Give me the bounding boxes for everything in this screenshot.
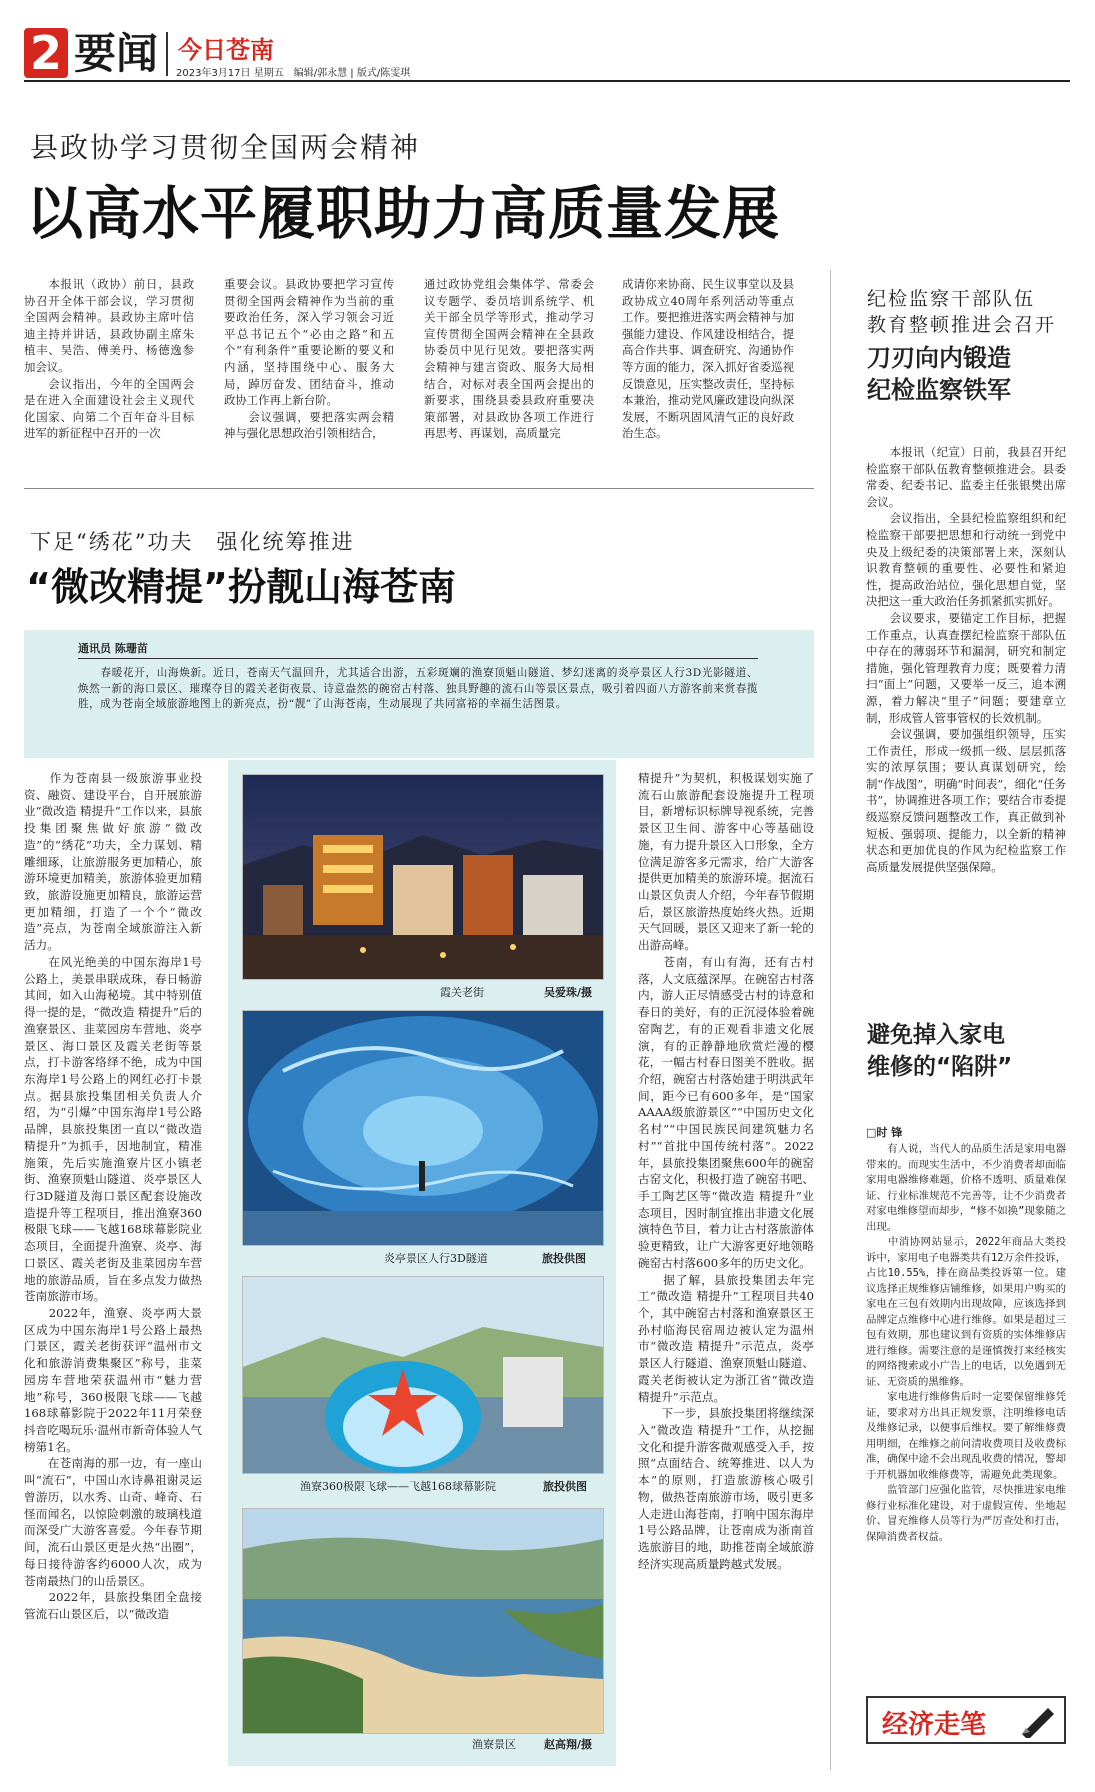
photo1-credit: 吴爱珠/摄 xyxy=(544,986,593,999)
article1-col3: 通过政协党组会集体学、常委会议专题学、委员培训系统学、机关干部全员学等形式，推动学习宣传贯彻全国两会精神在全县政协委员中见行见效。要把落实两会精神与建言资政、服务大局相结合，对标对表全国两会提出的新要求，围绕县委县政府重要决策部署，对县政协各项工作进行再思考、再谋划，高质量完 xyxy=(424,277,594,441)
issue-info: 2023年3月17日 星期五 编辑/郭永慧 | 版式/陈雯琪 xyxy=(176,68,411,79)
paper-name: 今日苍南 xyxy=(178,36,274,64)
article2-col1: 作为苍南县一级旅游事业投资、融资、建设平台，自开展旅游业“微改造 精提升”工作以来，县旅投集团聚焦做好旅游“微改造”的“绣花”功夫，全力谋划、精雕细琢，让旅游服务更加精心，旅游环境更加精美，旅游体验更加精致，旅游设施更加精良，旅游运营更加精细，打造了一个个“微改造”亮点，为苍南全域旅游注入新活力。 在风光绝美的中国东海岸1号公路上，美景串联成珠，春日畅游其间，如入山海秘境。其中特别值得一提的是，“微改造 精提升”后的渔寮景区、韭菜园房车营地、炎亭景区、海口景区及霞关老街等景点，打卡游客络绎不绝，成为中国东海岸1号公路上的网红必打卡景点。据县旅投集团相关负责人介绍，为“引爆”中国东海岸1号公路品牌，县旅投集团一直以“微改造 精提升”为抓手，因地制宜，精准施策，先后实施渔寮片区小镇老街、渔寮顶魁山隧道、炎亭景区人行3D隧道及海口景区配套设施改造提升等工程项目，推出渔寮360极限飞球——飞越168球幕影院业态项目，全面提升渔寮、炎亭、海口景区、霞关老街及韭菜园房车营地的旅游品质，旨在多点发力做热苍南旅游市场。 2022年，渔寮、炎亭两大景区成为中国东海岸1号公路上最热门景区，霞关老街获评“温州市文化和旅游消费集聚区”称号，韭菜园房车营地荣获温州市“魅力营地”称号，360极限飞球——飞越168球幕影院于2022年11月荣登抖音吃喝玩乐·温州市新奇体验人气榜第1名。 在苍南海的那一边，有一座山叫“流石”，中国山水诗鼻祖谢灵运曾游历，以水秀、山奇、峰奇、石怪而闻名，以惊险刺激的玻璃栈道而深受广大游客喜爱。今年春节期间，流石山景区更是火热“出圈”，每日接待游客约6000人次，成为苍南最热门的山岳景区。 2022年，县旅投集团全盘接管流石山景区后，以“微改造 xyxy=(24,771,202,1621)
section-divider xyxy=(24,488,814,489)
masthead-rule xyxy=(24,80,1070,82)
photo3-credit: 旅投供图 xyxy=(543,1480,587,1493)
photo2-caption: 炎亭景区人行3D隧道 xyxy=(384,1252,488,1265)
article2-kicker: 下足“绣花”功夫 强化统筹推进 xyxy=(30,530,355,554)
column-divider xyxy=(830,270,831,1770)
photo-xiaguan-old-street xyxy=(242,774,604,980)
sidebar1-headline2: 纪检监察铁军 xyxy=(867,376,1011,404)
editor-credit: 编辑/郭永慧 xyxy=(293,68,348,79)
photo3-caption: 渔寮360极限飞球——飞越168球幕影院 xyxy=(300,1480,496,1493)
column-stamp xyxy=(866,1696,1066,1744)
sidebar2-headline1: 避免掉入家电 xyxy=(867,1022,1005,1048)
sidebar1-body: 本报讯（纪宣）日前，我县召开纪检监察干部队伍教育整顿推进会。县委常委、纪委书记、监委主任张银樊出席会议。 会议指出，全县纪检监察组织和纪检监察干部要把思想和行动统一到党中央及上级纪委的决策部署上来，深刻认识教育整顿的重要性、必要性和紧迫性，提高政治站位，强化思想自觉，坚决把这一重大政治任务抓紧抓实抓好。 会议要求，要锚定工作目标，把握工作重点，认真查摆纪检监察干部队伍中存在的薄弱环节和漏洞，研究和制定措施，强化管理教育力度；既要着力清扫“面上”问题，又要举一反三，追本溯源，着力解决“里子”问题；要建章立制，形成管人管事管权的长效机制。 会议强调，要加强组织领导，压实工作责任，形成一级抓一级、层层抓落实的浓厚氛围；要认真谋划研究，绘制“作战图”，明确“时间表”，细化“任务书”，协调推进各项工作；要结合市委提级巡察反馈问题整改工作，真正做到补短板、强弱项、提能力，以全新的精神状态和更加优良的作风为纪检监察工作高质量发展提供坚强保障。 xyxy=(866,445,1066,874)
photo-yanting-3d-tunnel xyxy=(242,1010,604,1246)
issue-date: 2023年3月17日 星期五 xyxy=(176,68,284,79)
sidebar1-kicker2: 教育整顿推进会召开 xyxy=(867,314,1057,336)
lead-box xyxy=(24,630,814,758)
photo1-caption: 霞关老街 xyxy=(440,986,484,999)
article2-col2: 精提升”为契机，积极谋划实施了流石山旅游配套设施提升工程项目，新增标识标牌导视系统，完善景区卫生间、游客中心等基础设施，有力提升景区入口形象，全方位满足游客多元需求，给广大游客提供更加精美的旅游环境。据流石山景区负责人介绍，今年春节假期后，景区旅游热度始终火热。近期天气回暖，景区又迎来了新一轮的出游高峰。 苍南，有山有海，还有古村落，人文底蕴深厚。在碗窑古村落内，游人正尽情感受古村的诗意和春日的美好，有的正沉浸体验着碗窑陶艺，有的正观看非遗文化展演，有的正静静地欣赏烂漫的樱花，一幅古村春日图美不胜收。据介绍，碗窑古村落始建于明洪武年间，距今已有600多年，是“国家AAAA级旅游景区”“中国历史文化名村”“中国民族民间建筑魅力名村”“首批中国传统村落”。2022年，县旅投集团聚焦600年的碗窑古窑文化，积极打造了碗窑书吧、手工陶艺区等“微改造 精提升”业态项目，因时制宜推出非遗文化展演特色节目，着力让古村落旅游体验更精致，让广大游客更好地领略碗窑古村落600多年的历史文化。 据了解，县旅投集团去年完工“微改造 精提升”工程项目共40个，其中碗窑古村落和渔寮景区王孙村临海民宿周边被认定为温州市“微改造 精提升”示范点，炎亭景区人行隧道、渔寮顶魁山隧道、霞关老街被认定为浙江省“微改造 精提升”示范点。 下一步，县旅投集团将继续深入“微改造 精提升”工作，从挖掘文化和提升游客微观感受入手，按照“点面结合、统筹推进、以人为本”的原则，打造旅游核心吸引物，做热苍南旅游市场，吸引更多人走进山海苍南，打响中国东海岸1号公路品牌，让苍南成为浙南首选旅游目的地，助推苍南全域旅游经济实现高质量跨越式发展。 xyxy=(638,771,814,1571)
article1-col4: 成请你来协商、民生议事堂以及县政协成立40周年系列活动等重点工作。要把推进落实两会精神与加强能力建设、作风建设相结合，提高合作共事、调查研究、沟通协作等方面的能力，深入抓好省委巡视反馈意见，压实整改责任，坚持标本兼治，推动党风廉政建设向纵深发展，不断巩固风清气正的良好政治生态。 xyxy=(622,277,794,441)
photo4-credit: 赵高翔/摄 xyxy=(544,1738,593,1751)
article1-col2: 重要会议。县政协要把学习宣传贯彻全国两会精神作为当前的重要政治任务，深入学习领会习近平总书记五个“必由之路”和五个“有利条件”重要论断的要义和内涵，坚持围绕中心、服务大局，踔厉奋发、团结奋斗，推动政协工作再上新台阶。 会议强调，要把落实两会精神与强化思想政治引领相结合， xyxy=(224,277,394,441)
photo4-caption: 渔寮景区 xyxy=(472,1738,516,1751)
byline-rule xyxy=(78,658,758,659)
sidebar1-headline1: 刀刃向内锻造 xyxy=(867,344,1011,372)
article2-lead: 春暖花开，山海焕新。近日，苍南天气温回升，尤其适合出游，五彩斑斓的渔寮顶魁山隧道、梦幻迷离的炎亭景区人行3D光影隧道、焕然一新的海口景区、璀璨夺目的霞关老街夜景、诗意盎然的碗窑古村落、独具野趣的流石山等景区景点，吸引着四面八方游客前来赏春揽胜，成为苍南全域旅游地图上的新亮点，扮“靓”了山海苍南，生动展现了共同富裕的幸福生活图景。 xyxy=(78,667,758,711)
masthead-divider xyxy=(166,32,168,76)
column-stamp-text: 经济走笔 xyxy=(882,1710,987,1740)
article2-headline: “微改精提”扮靓山海苍南 xyxy=(26,565,456,609)
sidebar2-body: 有人说，当代人的品质生活是家用电器带来的。而现实生活中，不少消费者却面临家用电器维修难题，价格不透明、质量难保证、行业标准规范不完善等，让不少消费者对家电维修望而却步，“修不如换”现象随之出现。 中消协网站显示，2022年商品大类投诉中，家用电子电器类共有12万余件投诉，占比10.55%，排在商品类投诉第一位。建议选择正规维修店铺维修，如果用户购买的家电在三包有效期内出现故障，应该选择到品牌定点维修中心进行维修。如果是超过三包有效期，那也建议到有资质的实体维修店进行维修。需要注意的是谨慎拨打来经核实的网络搜索或小广告上的电话，以免遇到无证、无资质的黑维修。 家电进行维修售后时一定要保留维修凭证，要求对方出具正规发票，注明维修电话及维修记录，以便事后维权。要了解维修费用明细，在维修之前问清收费项目及收费标准，确保中途不会出现乱收费的情况，警却于开机器加收维修费等，需避免此类现象。 监管部门应强化监管，尽快推进家电维修行业标准化建设，对于虚假宣传、坐地起价、冒充维修人员等行为严厉查处和打击，保障消费者权益。 xyxy=(866,1143,1066,1543)
article2-byline: 通讯员 陈珊苗 xyxy=(78,642,148,655)
layout-credit: 版式/陈雯琪 xyxy=(356,68,411,79)
article1-kicker: 县政协学习贯彻全国两会精神 xyxy=(30,131,421,164)
photo-yuliao-scenic-area xyxy=(242,1508,604,1734)
article1-col1: 本报讯（政协）前日，县政协召开全体干部会议，学习贯彻全国两会精神。县政协主席叶信迪主持并讲话，县政协副主席朱植丰、吴浩、傅美丹、杨德逸参加会议。 会议指出，今年的全国两会是在进入全面建设社会主义现代化国家、向第二个百年奋斗目标进军的新征程中召开的一次 xyxy=(24,277,194,441)
sidebar2-headline2: 维修的“陷阱” xyxy=(867,1054,1013,1080)
sidebar2-byline: □时 锋 xyxy=(866,1126,903,1139)
section-title: 要闻 xyxy=(74,29,159,78)
pen-icon xyxy=(1018,1702,1058,1738)
page-number-badge: 2 xyxy=(24,28,68,78)
photo2-credit: 旅投供图 xyxy=(542,1252,586,1265)
sidebar1-kicker1: 纪检监察干部队伍 xyxy=(867,288,1036,310)
masthead xyxy=(0,0,1095,84)
photo-yuliao-flying-ball xyxy=(242,1276,604,1474)
article1-headline: 以高水平履职助力高质量发展 xyxy=(26,181,780,247)
